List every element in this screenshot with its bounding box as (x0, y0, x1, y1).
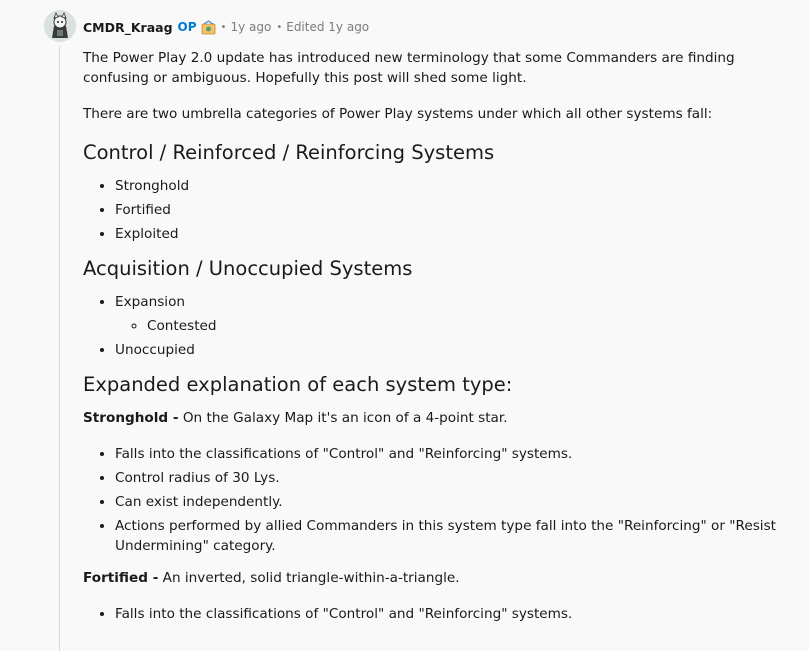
meta-separator: • (220, 21, 227, 33)
meta-separator: • (276, 21, 283, 33)
edited-timestamp: Edited 1y ago (286, 20, 370, 34)
list-item: • Control radius of 30 Lys. (115, 468, 783, 488)
fortified-list (83, 604, 783, 624)
list-item (115, 292, 783, 336)
fortified-label: Fortified - (83, 570, 159, 586)
flair-icon (201, 20, 216, 35)
section-heading: Expanded explanation of each system type: (83, 373, 513, 396)
list-item: • Falls into the classifications of "Control" and "Reinforcing" systems. (115, 604, 783, 624)
list-item: • Exploited (115, 224, 783, 244)
stronghold-paragraph (83, 408, 783, 428)
section-heading: Acquisition / Unoccupied Systems (83, 257, 413, 280)
sub-list (115, 316, 783, 336)
op-badge: OP (177, 20, 197, 34)
stronghold-list (83, 444, 783, 556)
section-heading: Control / Reinforced / Reinforcing Systems (83, 141, 495, 164)
intro-paragraph: The Power Play 2.0 update has introduced new terminology that some Commanders are finding confusing or ambiguous. Hopefully this post will shed some light. (83, 50, 735, 86)
timestamp[interactable]: 1y ago (230, 20, 272, 34)
thread-line[interactable] (59, 46, 60, 651)
control-systems-list (83, 176, 783, 244)
list-item: ◦ Contested (147, 316, 783, 336)
intro-paragraph-2: There are two umbrella categories of Power Play systems under which all other systems fall: (83, 106, 713, 122)
comment-body (83, 48, 783, 636)
stronghold-desc: On the Galaxy Map it's an icon of a 4-point star. (178, 410, 508, 426)
fortified-desc: An inverted, solid triangle-within-a-triangle. (158, 570, 460, 586)
list-item: • Stronghold (115, 176, 783, 196)
list-item: • Unoccupied (115, 340, 783, 360)
avatar[interactable] (44, 10, 76, 42)
list-item: • Falls into the classifications of "Control" and "Reinforcing" systems. (115, 444, 783, 464)
list-item: • Fortified (115, 200, 783, 220)
avatar-image (44, 10, 76, 42)
list-item: • Can exist independently. (115, 492, 783, 512)
stronghold-label: Stronghold - (83, 410, 179, 426)
acquisition-systems-list (83, 292, 783, 360)
comment-meta (83, 17, 369, 37)
fortified-paragraph (83, 568, 783, 588)
list-item-label: Expansion (115, 294, 185, 310)
author-name[interactable]: CMDR_Kraag (83, 19, 173, 35)
list-item: • Actions performed by allied Commanders in this system type fall into the "Reinforcing" or "Resist Undermining" category. (115, 516, 783, 556)
